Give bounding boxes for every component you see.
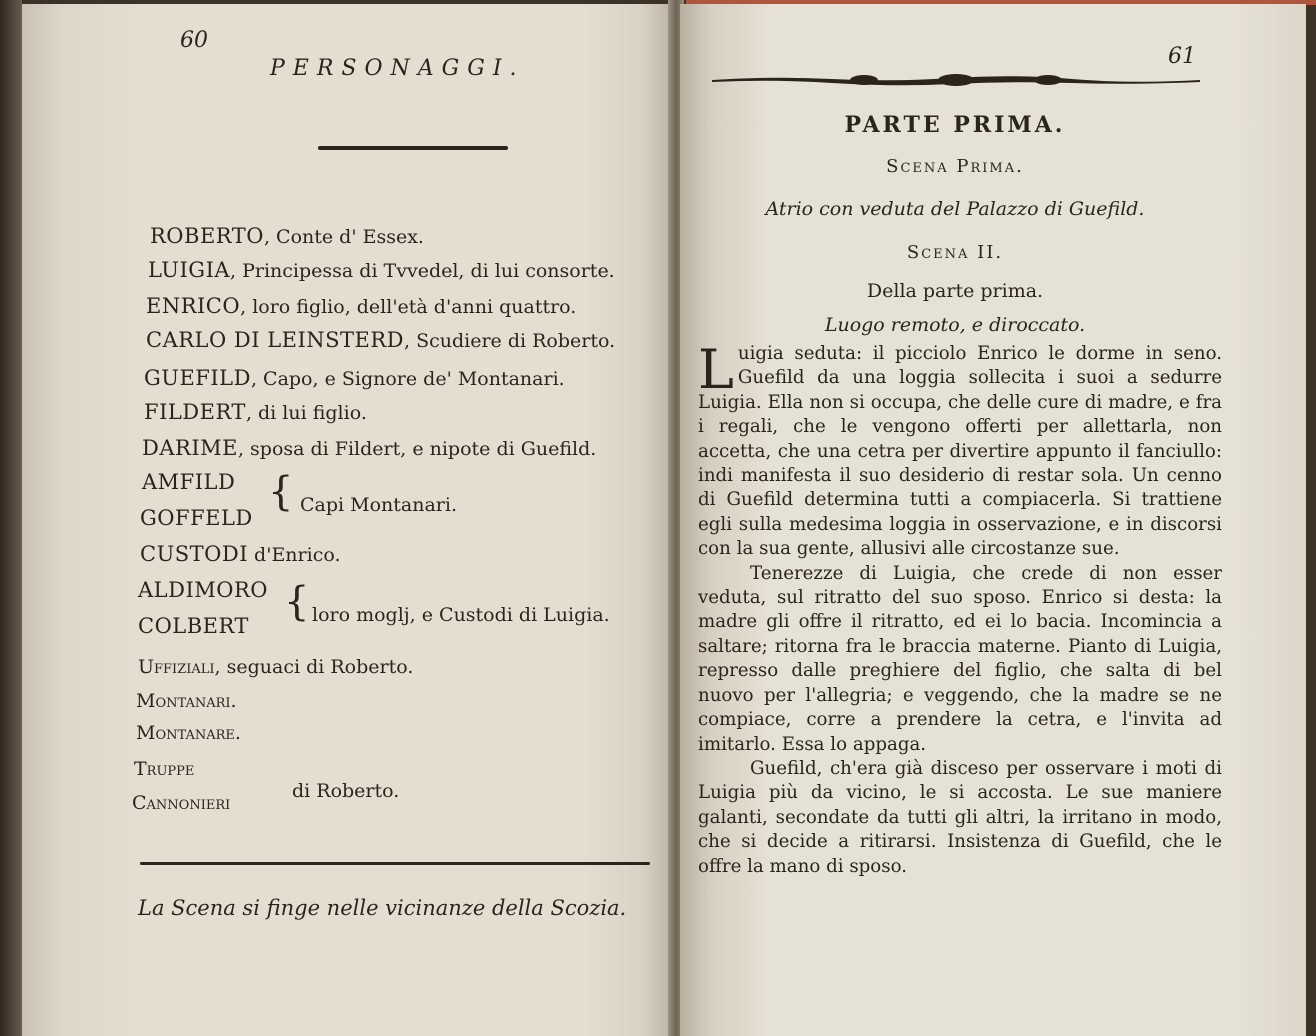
cast-entry-fildert [144,400,367,424]
paragraph: Tenerezze di Luigia, che crede di non esser veduta, sul ritratto del suo sposo. Enrico si desta: la madre gli offre il ritratto, ed ei lo bacia. Incomincia a saltare; ritorna fra le braccia materne. Pianto di Luigia, represso dalle preghiere del figlio, che salta di bel nuovo per l'allegria; e veggendo, che la madre se ne compiace, corre a prendere la cetra, e l'invita ad imitarlo. Essa lo appaga. [698,562,1222,755]
right-page-number: 61 [1168,44,1196,69]
ornamental-rule-icon [712,72,1200,88]
cast-name: CUSTODI [140,542,249,566]
cast-entry-goffeld [140,506,253,530]
left-page [22,4,672,1036]
group-desc: Capi Montanari. [300,494,458,516]
cast-entry-guefild [144,366,565,390]
drop-cap: L [698,338,734,401]
cast-entry-custodi [140,542,341,566]
group-desc: loro moglj, e Custodi di Luigia. [312,604,610,626]
curly-brace-icon: { [284,579,310,625]
cast-entry-montanare: Montanare. [136,722,241,744]
cast-entry-luigia [148,258,615,282]
cast-name: LUIGIA [148,258,231,282]
cast-name: CARLO DI LEINSTERD [146,328,405,352]
cast-name: FILDERT [144,400,246,424]
group-desc: di Roberto. [292,780,400,802]
cast-desc: , di lui figlio. [245,402,367,424]
parte-heading: PARTE PRIMA. [844,112,1066,138]
cast-desc: , Principessa di Tvvedel, di lui consorte. [230,260,615,282]
personaggi-heading: PERSONAGGI. [270,56,525,81]
cast-name: GOFFELD [140,506,253,530]
footer-rule [140,862,650,865]
curly-brace-icon: { [268,469,294,515]
cast-name: COLBERT [138,614,249,638]
cast-entry-montanari: Montanari. [136,690,237,712]
heading-rule [318,146,508,150]
cast-name: ENRICO [146,294,241,318]
cast-entry-darime [142,436,596,460]
cast-entry-carlo [146,328,615,352]
scena-prima-heading: Scena Prima. [886,156,1024,177]
cast-desc: , sposa di Fildert, e nipote di Guefild. [237,438,597,460]
cast-entry-truppe: Truppe [134,758,195,780]
scene-description [698,338,1222,879]
cast-desc: , seguaci di Roberto. [214,656,414,678]
cast-desc: d'Enrico. [248,544,341,566]
cast-entry-aldimoro [138,578,268,602]
scena-prima-setting: Atrio con veduta del Palazzo di Guefild. [765,198,1145,220]
cast-entry-uffiziali [138,656,413,678]
cast-name: DARIME [142,436,238,460]
cast-name: ALDIMORO [138,578,268,602]
cast-desc: , Scudiere di Roberto. [404,330,616,352]
book-edge [0,0,22,1036]
cast-name: ROBERTO [150,224,264,248]
cast-entry-amfild [142,470,235,494]
scena-seconda-setting: Luogo remoto, e diroccato. [824,314,1086,336]
cast-entry-cannonieri: Cannonieri [132,792,231,814]
cast-name: Uffiziali [138,656,215,678]
scena-seconda-heading: Scena II. [906,242,1004,263]
cast-desc: , loro figlio, dell'età d'anni quattro. [240,296,577,318]
cast-desc: , Conte d' Essex. [263,226,424,248]
cast-entry-roberto [150,224,424,248]
paragraph: Luigia seduta: il picciolo Enrico le dorme in seno. Guefild da una loggia sollecita i suoi a sedurre Luigia. Ella non si occupa, che delle cure di madre, e fra i regali, che le vengono offerti per allettarla, non accetta, che una cetra per divertire appunto il fanciullo: indi manifesta il suo desiderio di restar sola. Un cenno di Guefild determina tutti a compiacerla. Si trattiene egli sulla medesima loggia in osservazione, e in discorsi con la sua gente, allusivi alle circostanze sue. [698,338,1222,560]
cast-name: AMFILD [142,470,236,494]
setting-note: La Scena si finge nelle vicinanze della Scozia. [138,896,627,920]
scena-seconda-subtitle: Della parte prima. [866,280,1044,302]
left-page-number: 60 [180,28,208,53]
cast-entry-colbert [138,614,249,638]
cast-entry-enrico [146,294,576,318]
cast-name: GUEFILD [144,366,251,390]
cast-desc: , Capo, e Signore de' Montanari. [250,368,565,390]
paragraph: Guefild, ch'era già disceso per osservare i moti di Luigia più da vicino, le si accosta. Le sue maniere galanti, secondate da tutti gli altri, la irritano in modo, che si decide a ritirarsi. Insistenza di Guefild, che le offre la mano di sposo. [698,757,1222,877]
